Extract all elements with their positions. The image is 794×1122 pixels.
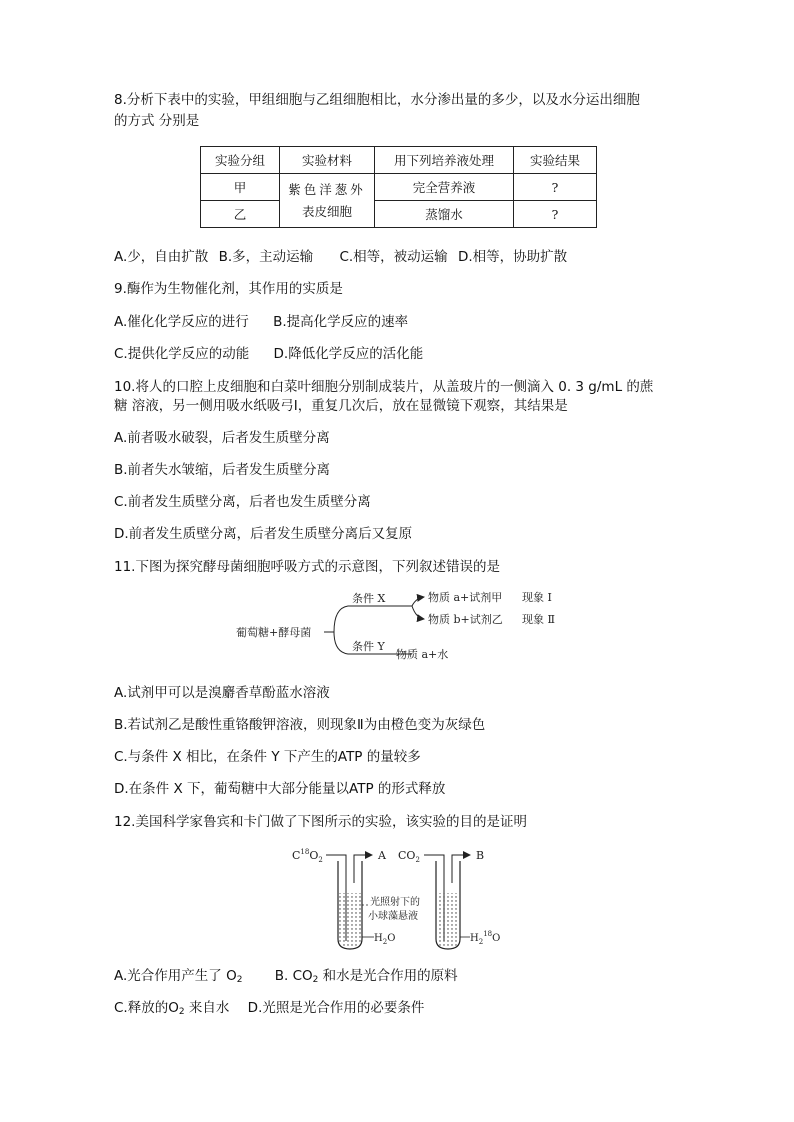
q12-option-b[interactable]: B. $CO_2$ 和水是光合作用的原料 bbox=[274, 968, 458, 985]
arrow-to-branch1 bbox=[412, 597, 424, 606]
q10-option-a[interactable]: A.前者吸水破裂，后者发生质壁分离 bbox=[114, 430, 330, 446]
table-cell-medium: 完全营养液 bbox=[375, 174, 514, 201]
right-suspension bbox=[437, 893, 459, 948]
q10-stem-line1: 10.将人的口腔上皮细胞和白菜叶细胞分别制成装片，从盖玻片的一侧滴入 0. 3 g/mL 的蔗 bbox=[114, 379, 654, 395]
condition-x-label: 条件 X bbox=[352, 592, 386, 605]
condition-y-label: 条件 Y bbox=[352, 640, 385, 653]
suspension-label-line1: 光照射下的 bbox=[370, 897, 420, 908]
q10-option-c[interactable]: C.前者发生质壁分离，后者也发生质壁分离 bbox=[114, 494, 371, 510]
q12-option-c[interactable]: C.释放的$O_2$ 来自水 bbox=[114, 1000, 230, 1017]
q11-option-d[interactable]: D.在条件 X 下，葡萄糖中大部分能量以ATP 的形式释放 bbox=[114, 781, 446, 797]
q8-option-c[interactable]: C.相等，被动运输 bbox=[339, 249, 448, 265]
q8-option-a[interactable]: A.少，自由扩散 bbox=[114, 249, 209, 265]
table-cell-result: ? bbox=[514, 174, 597, 201]
q11-stem: 11.下图为探究酵母菌细胞呼吸方式的示意图，下列叙述错误的是 bbox=[114, 559, 500, 575]
q9-options-row2 bbox=[114, 344, 423, 364]
table-header: 实验结果 bbox=[514, 147, 597, 174]
q9-option-c[interactable]: C.提供化学反应的动能 bbox=[114, 346, 250, 362]
table-row bbox=[201, 174, 597, 201]
table-cell-group: 乙 bbox=[201, 201, 280, 228]
table-row bbox=[201, 201, 597, 228]
table-header: 实验分组 bbox=[201, 147, 280, 174]
q12-stem: 12.美国科学家鲁宾和卡门做了下图所示的实验，该实验的目的是证明 bbox=[114, 814, 527, 830]
right-outlet-tube bbox=[452, 855, 470, 883]
q12-option-a[interactable]: A.光合作用产生了 $O_2$ bbox=[114, 968, 243, 985]
experiment-table bbox=[200, 146, 597, 228]
q8-option-d[interactable]: D.相等，协助扩散 bbox=[457, 249, 568, 265]
suspension-label-line2: 小球藻悬液 bbox=[368, 911, 418, 922]
right-water-label: $H_2^{18}O$ bbox=[470, 930, 501, 946]
branch2-label: 物质 b+试剂乙 bbox=[428, 613, 503, 626]
left-input-label: $C^{18}O_2$ bbox=[292, 848, 323, 864]
product-y-label: 物质 a+水 bbox=[396, 648, 449, 661]
table-cell-material bbox=[280, 174, 375, 228]
phenomenon2-label: 现象 Ⅱ bbox=[522, 613, 555, 626]
diagram-start-label: 葡萄糖+酵母菌 bbox=[236, 626, 312, 639]
branch-x-line bbox=[324, 606, 412, 632]
branch1-label: 物质 a+试剂甲 bbox=[428, 591, 503, 604]
respiration-diagram bbox=[230, 588, 590, 668]
q12-options-row2 bbox=[114, 998, 424, 1022]
table-cell-medium: 蒸馏水 bbox=[375, 201, 514, 228]
q9-stem: 9.酶作为生物催化剂，其作用的实质是 bbox=[114, 281, 343, 297]
left-output-label: A bbox=[378, 849, 386, 862]
q9-option-d[interactable]: D.降低化学反应的活化能 bbox=[273, 346, 424, 362]
table-header-row bbox=[201, 147, 597, 174]
q9-option-a[interactable]: A.催化化学反应的进行 bbox=[114, 314, 249, 330]
table-cell-group: 甲 bbox=[201, 174, 280, 201]
table-header: 实验材料 bbox=[280, 147, 375, 174]
q11-option-b[interactable]: B.若试剂乙是酸性重铬酸钾溶液，则现象Ⅱ为由橙色变为灰绿色 bbox=[114, 717, 486, 733]
left-water-label: $H_2O$ bbox=[374, 933, 396, 946]
q10-option-b[interactable]: B.前者失水皱缩，后者发生质壁分离 bbox=[114, 462, 331, 478]
q8-option-b[interactable]: B.多，主动运输 bbox=[218, 249, 314, 265]
right-input-label: $CO_2$ bbox=[398, 849, 420, 864]
material-line2: 表皮细胞 bbox=[301, 203, 352, 219]
table-cell-result: ? bbox=[514, 201, 597, 228]
q8-stem-line2: 的方式 分别是 bbox=[114, 113, 200, 129]
q11-option-a[interactable]: A.试剂甲可以是溴麝香草酚蓝水溶液 bbox=[114, 685, 330, 701]
left-outlet-tube bbox=[354, 855, 372, 883]
ruben-kamen-diagram bbox=[290, 843, 520, 955]
phenomenon1-label: 现象 Ⅰ bbox=[522, 591, 552, 604]
arrow-to-branch2 bbox=[412, 606, 424, 619]
q9-option-b[interactable]: B.提高化学反应的速率 bbox=[273, 314, 409, 330]
material-line1: 紫色洋葱外 bbox=[288, 181, 366, 197]
q9-options-row1 bbox=[114, 312, 408, 332]
q12-options-row1 bbox=[114, 966, 458, 990]
left-suspension bbox=[339, 893, 361, 948]
q10-stem-line2: 糖 溶液，另一侧用吸水纸吸弓I，重复几次后，放在显微镜下观察，其结果是 bbox=[114, 398, 568, 414]
q11-option-c[interactable]: C.与条件 X 相比，在条件 Y 下产生的ATP 的量较多 bbox=[114, 749, 421, 765]
q12-option-d[interactable]: D.光照是光合作用的必要条件 bbox=[247, 1000, 425, 1016]
q8-options bbox=[114, 247, 567, 267]
table-header: 用下列培养液处理 bbox=[375, 147, 514, 174]
right-output-label: B bbox=[476, 849, 485, 862]
q8-stem-line1: 8.分析下表中的实验，甲组细胞与乙组细胞相比，水分渗出量的多少，以及水分运出细胞 bbox=[114, 92, 640, 108]
q10-option-d[interactable]: D.前者发生质壁分离，后者发生质壁分离后又复原 bbox=[114, 526, 413, 542]
